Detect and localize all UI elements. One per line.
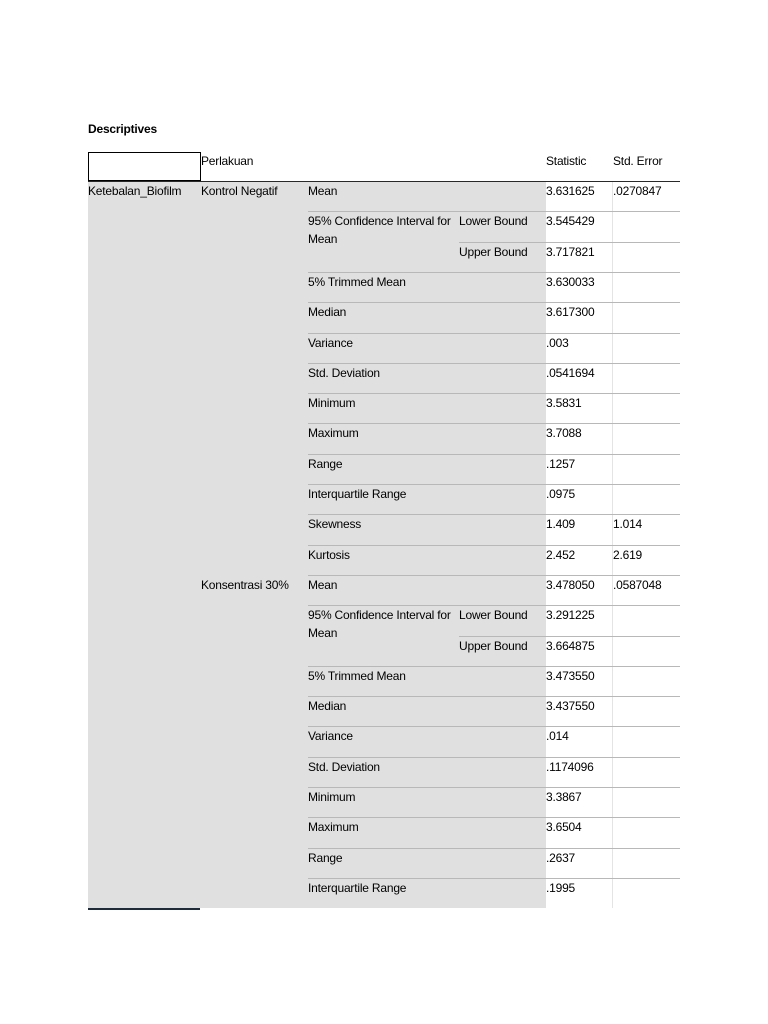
row-divider <box>308 423 680 424</box>
variable-label: Ketebalan_Biofilm <box>88 184 182 198</box>
statistic-value: .014 <box>546 729 569 744</box>
row-label: Skewness <box>308 517 362 532</box>
row-label: Minimum <box>308 790 356 804</box>
std-error-value: 1.014 <box>613 517 643 532</box>
row-label: Interquartile Range <box>308 487 407 501</box>
statistic-value: 3.291225 <box>546 608 595 623</box>
row-label: Median <box>308 699 347 714</box>
row-label: Std. Deviation <box>308 365 380 380</box>
statistic-value: 3.617300 <box>546 305 595 320</box>
row-sublabel: Lower Bound <box>459 608 528 623</box>
row-sublabel: Upper Bound <box>459 638 528 653</box>
statistic-value: .1174096 <box>546 759 594 774</box>
row-divider <box>308 454 680 455</box>
row-divider <box>308 726 680 727</box>
row-label: Kurtosis <box>308 547 350 562</box>
row-label: Std. Deviation <box>308 759 380 774</box>
row-label: Interquartile Range <box>308 880 407 895</box>
std-error-value: 2.619 <box>613 547 643 562</box>
row-divider <box>308 787 680 788</box>
statistic-value: 3.664875 <box>546 638 595 653</box>
statistic-value: 3.717821 <box>546 244 595 259</box>
row-label: 5% Trimmed Mean <box>308 274 406 289</box>
std-error-value: .0270847 <box>613 184 662 198</box>
row-divider <box>308 333 680 334</box>
statistic-value: .0975 <box>546 487 576 501</box>
statistic-value: .2637 <box>546 850 576 865</box>
row-label: Range <box>308 456 343 471</box>
statistic-value: 2.452 <box>546 547 576 562</box>
statistic-value: .0541694 <box>546 365 595 380</box>
row-label: Minimum <box>308 396 356 411</box>
statistic-value: 3.545429 <box>546 214 595 229</box>
row-label: Mean <box>308 184 338 198</box>
statistic-value: 3.631625 <box>546 184 595 198</box>
statistic-value: 3.630033 <box>546 274 595 289</box>
row-divider <box>308 393 680 394</box>
row-label: Maximum <box>308 820 359 835</box>
row-label: Median <box>308 305 347 320</box>
row-divider <box>308 302 680 303</box>
statistic-value: 3.7088 <box>546 426 582 441</box>
group-label: Konsentrasi 30% <box>201 577 289 592</box>
row-divider <box>308 696 680 697</box>
std-error-value: .0587048 <box>613 577 662 592</box>
row-label: 95% Confidence Interval for Mean <box>308 608 451 641</box>
group-label: Kontrol Negatif <box>201 184 278 198</box>
table-bottom-border <box>88 908 200 910</box>
row-divider <box>308 817 680 818</box>
statistic-value: 3.478050 <box>546 577 595 592</box>
row-sublabel: Upper Bound <box>459 244 528 259</box>
row-label: Maximum <box>308 426 359 441</box>
statistic-value: .1995 <box>546 880 576 895</box>
row-label: 5% Trimmed Mean <box>308 668 406 683</box>
statistic-value: 1.409 <box>546 517 576 532</box>
row-divider <box>308 848 680 849</box>
row-label: Variance <box>308 729 353 744</box>
statistic-value: 3.473550 <box>546 668 595 683</box>
row-label: 95% Confidence Interval for Mean <box>308 214 451 247</box>
page-title: Descriptives <box>88 122 157 136</box>
row-sublabel: Lower Bound <box>459 214 528 229</box>
statistic-value: 3.6504 <box>546 820 582 835</box>
row-label: Range <box>308 850 343 865</box>
row-label: Variance <box>308 335 353 350</box>
row-label: Mean <box>308 577 338 592</box>
statistic-value: 3.437550 <box>546 699 595 714</box>
column-shade-variable <box>88 182 200 908</box>
header-std-error: Std. Error <box>613 154 663 168</box>
header-statistic: Statistic <box>546 154 587 168</box>
statistic-value: .003 <box>546 335 569 350</box>
statistic-value: .1257 <box>546 456 576 471</box>
statistic-value: 3.3867 <box>546 790 582 804</box>
statistic-value: 3.5831 <box>546 396 582 411</box>
corner-cell <box>88 152 201 181</box>
header-perlakuan: Perlakuan <box>201 154 254 168</box>
